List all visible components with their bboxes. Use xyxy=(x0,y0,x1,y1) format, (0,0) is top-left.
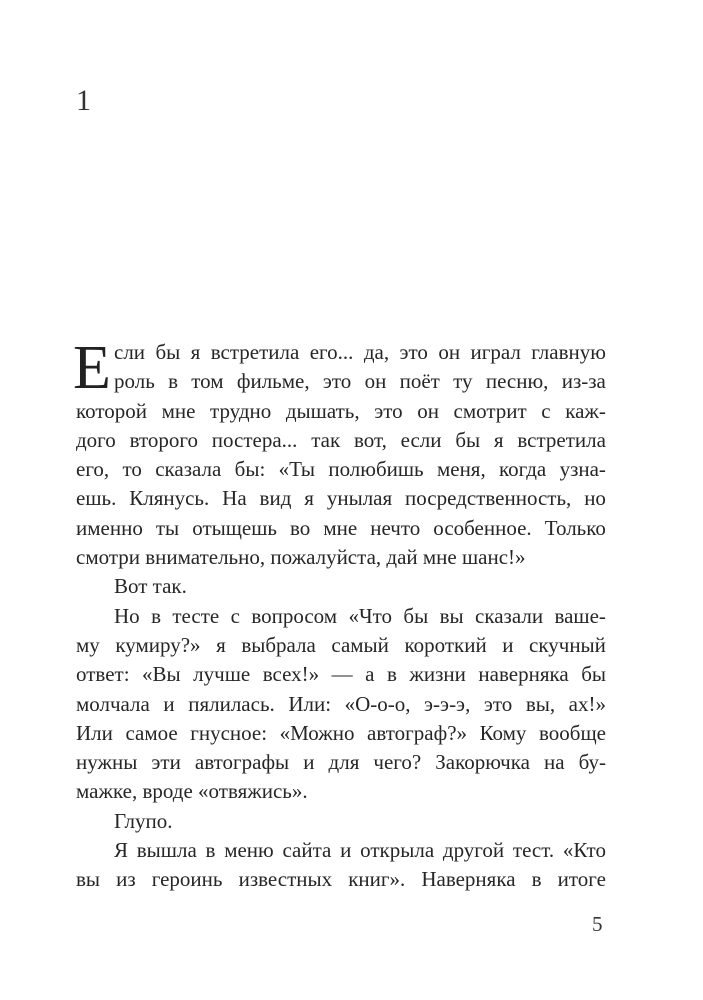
text-line: молчала и пялилась. Или: «О-о-о, э-э-э, это вы, ах!» xyxy=(76,691,606,716)
text-line: Но в тесте с вопросом «Что бы вы сказали ваше- xyxy=(114,603,606,628)
body-text xyxy=(73,334,606,895)
text-line: Я вышла в меню сайта и открыла другой тест. «Кто xyxy=(114,838,606,863)
text-line: его, то сказала бы: «Ты полюбишь меня, когда узна- xyxy=(76,457,606,482)
page-number: 5 xyxy=(592,912,603,936)
chapter-number: 1 xyxy=(76,84,91,117)
text-line: му кумиру?» я выбрала самый короткий и скучный xyxy=(76,632,606,657)
text-line: Или самое гнусное: «Можно автограф?» Кому вообще xyxy=(76,720,606,745)
text-line: ешь. Клянусь. На вид я унылая посредственность, но xyxy=(76,486,606,511)
text-line: ответ: «Вы лучше всех!» — а в жизни наверняка бы xyxy=(76,662,606,687)
text-line: Глупо. xyxy=(114,808,173,833)
text-line: нужны эти автографы и для чего? Закорючка на бу- xyxy=(76,750,606,775)
drop-cap: Е xyxy=(73,334,111,402)
text-line: смотри внимательно, пожалуйста, дай мне шанс!» xyxy=(76,545,526,570)
text-line: дого второго постера... так вот, если бы я встретила xyxy=(76,427,606,452)
text-line: роль в том фильме, это он поёт ту песню, из-за xyxy=(114,369,606,394)
text-line: которой мне трудно дышать, это он смотрит с каж- xyxy=(76,398,606,423)
text-line: сли бы я встретила его... да, это он играл главную xyxy=(114,340,606,364)
text-line: мажке, вроде «отвяжись». xyxy=(76,779,308,804)
text-line: именно ты отыщешь во мне нечто особенное. Только xyxy=(76,515,606,540)
text-line: вы из героинь известных книг». Наверняка в итоге xyxy=(76,867,606,892)
text-line: Вот так. xyxy=(114,574,187,599)
